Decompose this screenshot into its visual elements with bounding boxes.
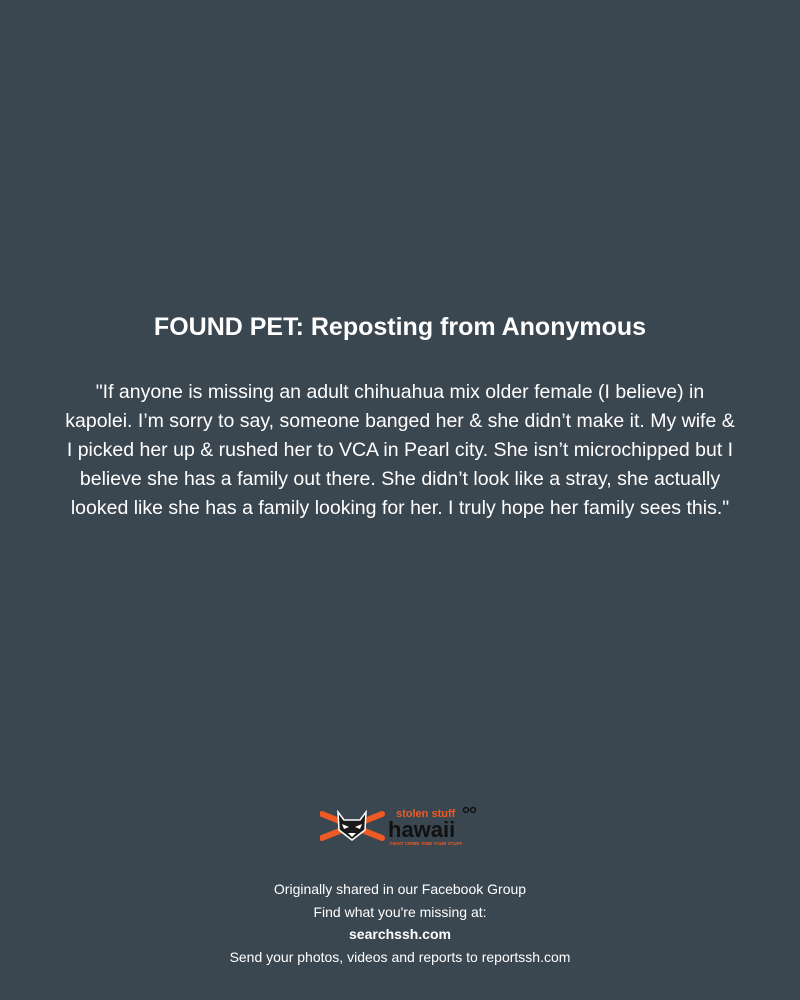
footer bbox=[0, 878, 800, 968]
logo-line2: hawaii bbox=[388, 817, 456, 842]
footer-shared-line: Originally shared in our Facebook Group bbox=[273, 881, 527, 897]
post-title: FOUND PET: Reposting from Anonymous bbox=[153, 313, 647, 341]
logo-line1: stolen stuff bbox=[396, 808, 456, 820]
footer-find-line: Find what you're missing at: bbox=[313, 903, 487, 920]
stolen-stuff-hawaii-logo bbox=[320, 800, 482, 850]
post-body: "If anyone is missing an adult chihuahua mix older female (I believe) in kapolei. I’m sorry to say, someone banged her & she didn’t make it. My wife & I picked her up & rushed her to VCA in Pearl city. She isn’t microchipped but I believe she has a family out there. She didn’t look like a stray, she actually looked like she has a family looking for her. I truly hope her family sees this." bbox=[65, 381, 735, 519]
logo-tagline: FIGHT CRIME. FIND YOUR STUFF. bbox=[390, 841, 463, 846]
footer-site-link[interactable]: searchssh.com bbox=[349, 926, 451, 942]
footer-report-line: Send your photos, videos and reports to reportssh.com bbox=[229, 948, 571, 965]
cat-mask-icon bbox=[320, 800, 482, 850]
